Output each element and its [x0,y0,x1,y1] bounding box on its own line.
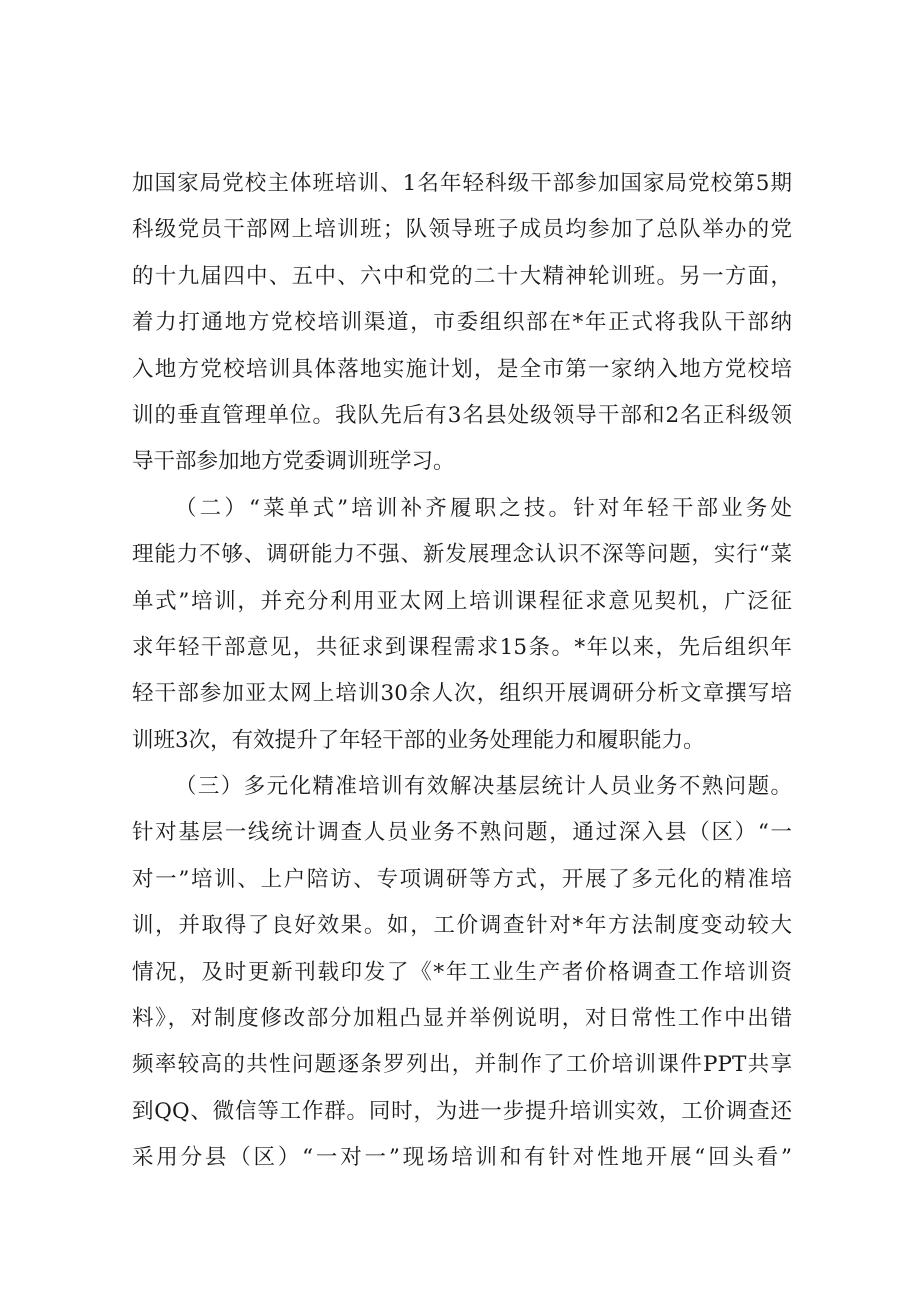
text-line: 轻干部参加亚太网上培训30余人次，组织开展调研分析文章撰写培 [132,681,792,707]
text-line: 单式”培训，并充分利用亚太网上培训课程征求意见契机，广泛征 [132,588,792,614]
text-line: 训的垂直管理单位。我队先后有3名县处级领导干部和2名正科级领 [132,402,792,428]
text-line: 训，并取得了良好效果。如，工价调查针对*年方法制度变动较大 [132,913,792,939]
document-body [132,161,792,1182]
paragraph-1-continued [132,161,792,486]
text-line: 到QQ、微信等工作群。同时，为进一步提升培训实效，工价调查还 [132,1098,792,1124]
paragraph-2-menu-training [132,486,792,764]
text-line: 采用分县（区）“一对一”现场培训和有针对性地开展“回头看” [132,1145,792,1171]
text-line: 训班3次，有效提升了年轻干部的业务处理能力和履职能力。 [132,727,705,753]
text-line: 频率较高的共性问题逐条罗列出，并制作了工价培训课件PPT共享 [132,1052,792,1078]
text-line: 求年轻干部意见，共征求到课程需求15条。*年以来，先后组织年 [132,634,792,660]
text-line: 的十九届四中、五中、六中和党的二十大精神轮训班。另一方面， [132,263,792,289]
section-heading-line: （三）多元化精准培训有效解决基层统计人员业务不熟问题。 [175,774,792,800]
text-line: 情况，及时更新刊载印发了《*年工业生产者价格调查工作培训资 [132,959,792,985]
text-line: 理能力不够、调研能力不强、新发展理念认识不深等问题，实行“菜 [132,542,792,568]
text-line: 对一”培训、上户陪访、专项调研等方式，开展了多元化的精准培 [132,866,792,892]
section-heading-line: （二）“菜单式”培训补齐履职之技。针对年轻干部业务处 [175,495,792,521]
text-line: 料》，对制度修改部分加粗凸显并举例说明，对日常性工作中出错 [132,1006,792,1032]
text-line: 入地方党校培训具体落地实施计划，是全市第一家纳入地方党校培 [132,356,792,382]
text-line: 着力打通地方党校培训渠道，市委组织部在*年正式将我队干部纳 [132,310,792,336]
text-line: 科级党员干部网上培训班；队领导班子成员均参加了总队举办的党 [132,217,792,243]
text-line: 加国家局党校主体班培训、1名年轻科级干部参加国家局党校第5期 [132,171,792,196]
text-line: 针对基层一线统计调查人员业务不熟问题，通过深入县（区）“一 [132,820,792,846]
paragraph-3-diversified-training [132,764,792,1182]
text-line: 导干部参加地方党委调训班学习。 [132,449,455,475]
